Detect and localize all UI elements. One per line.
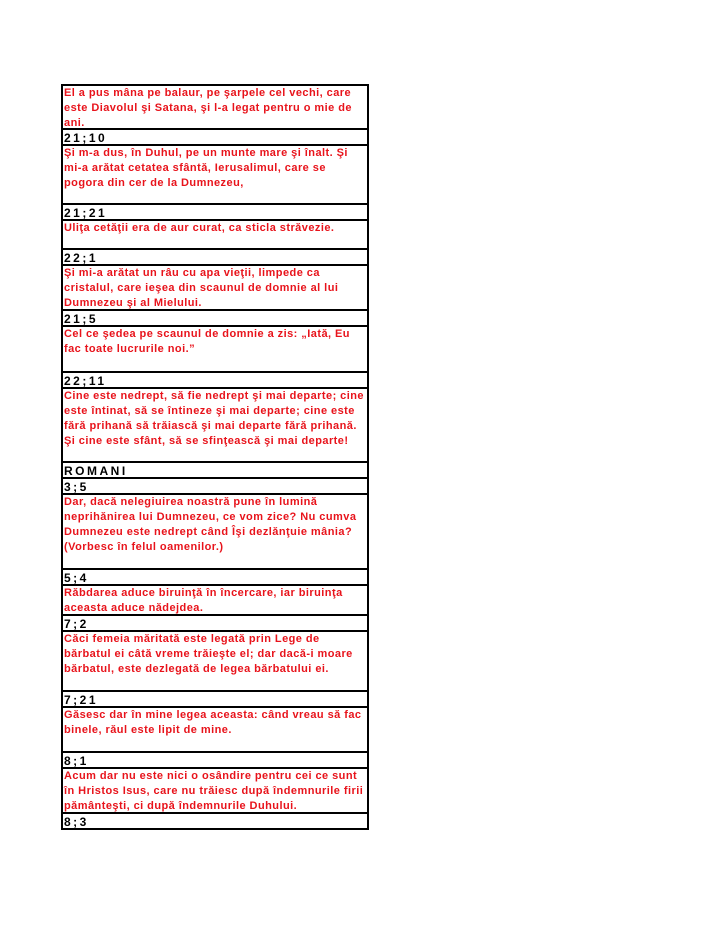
table-row xyxy=(63,495,367,570)
table-row xyxy=(63,327,367,373)
table-row xyxy=(63,570,367,586)
verse-reference: 22;11 xyxy=(64,374,107,388)
verse-text: Acum dar nu este nici o osândire pentru cei ce sunt în Hristos Isus, care nu trăiesc după îndemnurile firii pământeşti, ci după îndemnurile Duhului. xyxy=(64,770,364,812)
table-row xyxy=(63,616,367,632)
table-row xyxy=(63,692,367,708)
table-row xyxy=(63,814,367,830)
verse-text: Şi m-a dus, în Duhul, pe un munte mare şi înalt. Şi mi-a arătat cetatea sfântă, Ierusalimul, care se pogora din cer de la Dumnezeu, xyxy=(64,147,348,189)
verse-reference: 8;3 xyxy=(64,815,89,829)
table-row xyxy=(63,586,367,616)
table-row xyxy=(63,479,367,495)
table-row xyxy=(63,373,367,389)
verse-text: Şi mi-a arătat un râu cu apa vieţii, limpede ca cristalul, care ieşea din scaunul de domnie al lui Dumnezeu şi al Mielului. xyxy=(64,267,339,309)
verse-reference: 21;21 xyxy=(64,206,108,220)
table-row xyxy=(63,463,367,479)
table-row xyxy=(63,221,367,250)
table-row xyxy=(63,769,367,814)
verse-text: Cine este nedrept, să fie nedrept şi mai departe; cine este întinat, să se întineze şi mai departe; cine este fără prihană să trăiască şi mai departe fără prihană. Şi cine este sfânt, să se sfinţească şi mai departe! xyxy=(64,390,364,447)
verse-text: Căci femeia măritată este legată prin Lege de bărbatul ei câtă vreme trăieşte el; dar dacă-i moare bărbatul, este dezlegată de legea bărbatului ei. xyxy=(64,633,353,675)
verse-text: Cel ce şedea pe scaunul de domnie a zis: „Iată, Eu fac toate lucrurile noi.” xyxy=(64,328,350,355)
verse-reference: 22;1 xyxy=(64,251,99,265)
verse-text: Uliţa cetăţii era de aur curat, ca sticla străvezie. xyxy=(64,222,335,234)
verse-text: Dar, dacă nelegiuirea noastră pune în lumină neprihănirea lui Dumnezeu, ce vom zice? Nu cumva Dumnezeu este nedrept când Îşi dezlănţuie mânia? (Vorbesc în felul oamenilor.) xyxy=(64,496,357,553)
verse-text: Răbdarea aduce biruinţă în încercare, iar biruinţa aceasta aduce nădejdea. xyxy=(64,587,343,614)
table-row xyxy=(63,389,367,463)
table-row xyxy=(63,266,367,311)
verse-reference: 7;21 xyxy=(64,693,99,707)
table-row xyxy=(63,753,367,769)
verse-reference: 7;2 xyxy=(64,617,89,631)
table-row xyxy=(63,130,367,146)
verse-text: El a pus mâna pe balaur, pe şarpele cel vechi, care este Diavolul şi Satana, şi l-a legat pentru o mie de ani. xyxy=(64,87,352,129)
verse-table xyxy=(61,84,369,830)
table-row xyxy=(63,708,367,753)
table-row xyxy=(63,311,367,327)
table-row xyxy=(63,146,367,205)
verse-text: Găsesc dar în mine legea aceasta: când vreau să fac binele, răul este lipit de mine. xyxy=(64,709,362,736)
verse-reference: 8;1 xyxy=(64,754,89,768)
verse-reference: 5;4 xyxy=(64,571,89,585)
table-row xyxy=(63,632,367,692)
table-row xyxy=(63,86,367,130)
book-heading: ROMANI xyxy=(64,464,128,478)
table-row xyxy=(63,250,367,266)
verse-reference: 21;10 xyxy=(64,131,108,145)
verse-reference: 21;5 xyxy=(64,312,99,326)
verse-reference: 3;5 xyxy=(64,480,89,494)
table-row xyxy=(63,205,367,221)
